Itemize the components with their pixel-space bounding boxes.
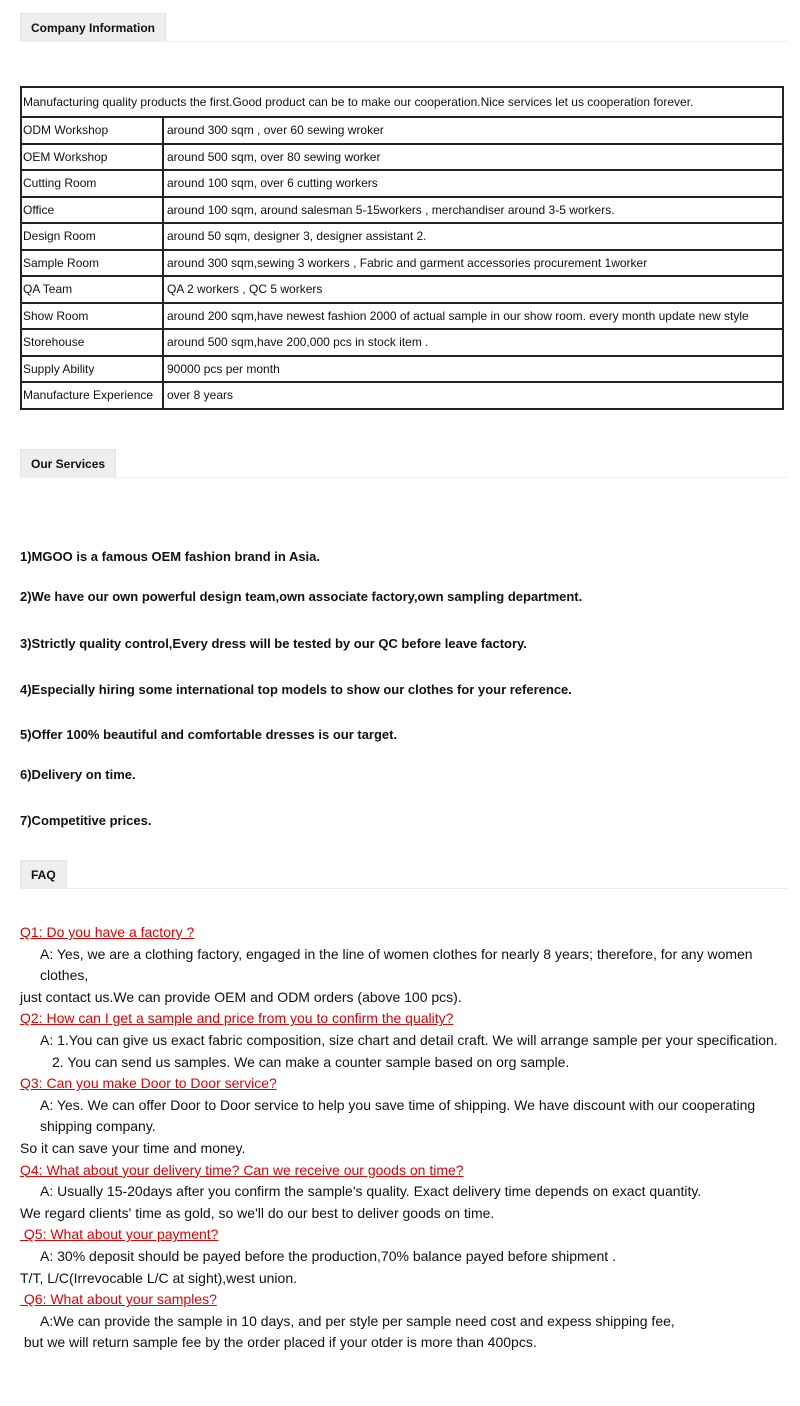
row-label: Supply Ability (21, 356, 163, 383)
table-row (21, 356, 783, 383)
table-intro-row (21, 87, 783, 117)
faq-answer: A: Yes. We can offer Door to Door service to help you save time of shipping. We have discount with our cooperating shipping company. (40, 1096, 756, 1135)
row-value: around 300 sqm , over 60 sewing wroker (163, 117, 783, 144)
row-value: around 500 sqm,have 200,000 pcs in stock item . (163, 329, 783, 356)
faq-item (20, 1073, 790, 1159)
faq-item (20, 922, 790, 1008)
table-row (21, 170, 783, 197)
faq-question[interactable]: Q2: How can I get a sample and price from you to confirm the quality? (20, 1010, 454, 1027)
faq-question[interactable]: Q6: What about your samples? (20, 1291, 217, 1308)
table-row (21, 117, 783, 144)
row-label: Sample Room (21, 250, 163, 277)
company-info-header (20, 13, 788, 42)
faq-answer: A:We can provide the sample in 10 days, and per style per sample need cost and expess shipping fee, (40, 1312, 675, 1329)
service-item: 4)Especially hiring some international top models to show our clothes for your reference. (20, 682, 572, 697)
table-row (21, 250, 783, 277)
row-value: around 500 sqm, over 80 sewing worker (163, 144, 783, 171)
faq-answer: but we will return sample fee by the order placed if your otder is more than 400pcs. (20, 1334, 537, 1351)
faq-question[interactable]: Q5: What about your payment? (20, 1226, 219, 1243)
services-tab[interactable]: Our Services (20, 449, 116, 477)
row-label: Design Room (21, 223, 163, 250)
service-item: 5)Offer 100% beautiful and comfortable dresses is our target. (20, 727, 398, 742)
faq-answer: A: 30% deposit should be payed before the production,70% balance payed before shipment . (40, 1247, 616, 1264)
faq-question[interactable]: Q3: Can you make Door to Door service? (20, 1075, 277, 1092)
service-item: 2)We have our own powerful design team,own associate factory,own sampling department. (20, 589, 583, 604)
faq-answer: We regard clients' time as gold, so we'll do our best to deliver goods on time. (20, 1204, 495, 1221)
services-header (20, 449, 788, 478)
row-value: around 50 sqm, designer 3, designer assistant 2. (163, 223, 783, 250)
row-value: around 200 sqm,have newest fashion 2000 of actual sample in our show room. every month update new style (163, 303, 783, 330)
row-label: Storehouse (21, 329, 163, 356)
faq-answer: A: 1.You can give us exact fabric composition, size chart and detail craft. We will arrange sample per your specification. (40, 1031, 778, 1048)
row-label: Office (21, 197, 163, 224)
faq-answer: just contact us.We can provide OEM and ODM orders (above 100 pcs). (20, 988, 462, 1005)
faq-list (20, 922, 790, 1354)
service-item: 1)MGOO is a famous OEM fashion brand in Asia. (20, 549, 321, 564)
table-row (21, 329, 783, 356)
row-value: around 100 sqm, over 6 cutting workers (163, 170, 783, 197)
faq-question[interactable]: Q4: What about your delivery time? Can we receive our goods on time? (20, 1161, 464, 1178)
faq-tab[interactable]: FAQ (20, 860, 67, 888)
table-row (21, 276, 783, 303)
service-item: 7)Competitive prices. (20, 813, 152, 828)
table-row (21, 144, 783, 171)
row-label: OEM Workshop (21, 144, 163, 171)
service-item: 6)Delivery on time. (20, 767, 136, 782)
faq-item (20, 1289, 790, 1354)
faq-answer: 2. You can send us samples. We can make a counter sample based on org sample. (52, 1053, 570, 1070)
table-intro: Manufacturing quality products the first.Good product can be to make our cooperation.Nice services let us cooperation forever. (21, 87, 783, 117)
table-row (21, 303, 783, 330)
row-value: 90000 pcs per month (163, 356, 783, 383)
row-label: Manufacture Experience (21, 382, 163, 409)
company-info-table (20, 86, 784, 410)
row-value: around 100 sqm, around salesman 5-15workers , merchandiser around 3-5 workers. (163, 197, 783, 224)
faq-question[interactable]: Q1: Do you have a factory ? (20, 924, 195, 940)
row-label: Show Room (21, 303, 163, 330)
table-row (21, 223, 783, 250)
row-label: ODM Workshop (21, 117, 163, 144)
service-item: 3)Strictly quality control,Every dress will be tested by our QC before leave factory. (20, 636, 527, 651)
faq-header (20, 860, 788, 889)
row-label: QA Team (21, 276, 163, 303)
row-value: over 8 years (163, 382, 783, 409)
faq-item (20, 1224, 790, 1289)
faq-item (20, 1008, 790, 1073)
row-value: QA 2 workers , QC 5 workers (163, 276, 783, 303)
table-row (21, 382, 783, 409)
table-row (21, 197, 783, 224)
faq-answer: T/T, L/C(Irrevocable L/C at sight),west union. (20, 1269, 297, 1286)
company-info-tab[interactable]: Company Information (20, 13, 166, 41)
faq-answer: So it can save your time and money. (20, 1139, 246, 1156)
row-value: around 300 sqm,sewing 3 workers , Fabric and garment accessories procurement 1worker (163, 250, 783, 277)
faq-answer: A: Usually 15-20days after you confirm the sample's quality. Exact delivery time depends on exact quantity. (40, 1183, 702, 1200)
faq-answer: A: Yes, we are a clothing factory, engaged in the line of women clothes for nearly 8 years; therefore, for any women clothes, (40, 945, 753, 984)
row-label: Cutting Room (21, 170, 163, 197)
faq-item (20, 1160, 790, 1225)
